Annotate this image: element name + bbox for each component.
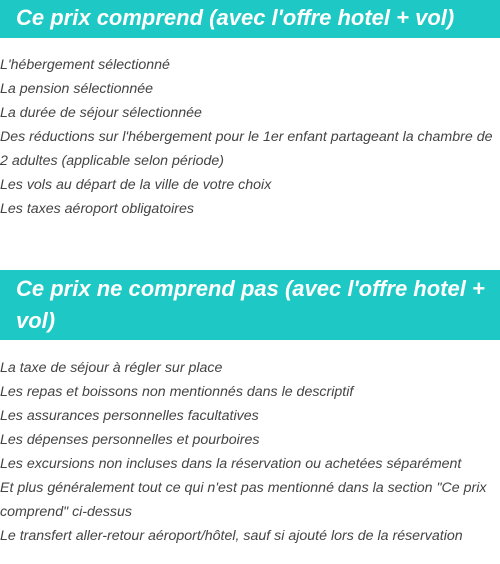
excluded-item: Les excursions non incluses dans la réservation ou achetées séparément xyxy=(0,456,462,472)
included-item: Des réductions sur l'hébergement pour le 1er enfant partageant la chambre de 2 adultes (applicable selon période) xyxy=(0,129,493,169)
excluded-item: Le transfert aller-retour aéroport/hôtel, sauf si ajouté lors de la réservation xyxy=(0,528,463,544)
excluded-section-title: Ce prix ne comprend pas (avec l'offre hotel + vol) xyxy=(0,270,500,340)
excluded-item: La taxe de séjour à régler sur place xyxy=(0,360,223,376)
excluded-item: Et plus généralement tout ce qui n'est pas mentionné dans la section "Ce prix comprend" ci-dessus xyxy=(0,480,487,520)
included-item: La pension sélectionnée xyxy=(0,81,154,97)
included-items-list xyxy=(0,53,500,221)
excluded-items-list xyxy=(0,356,500,548)
included-item: Les taxes aéroport obligatoires xyxy=(0,201,195,217)
excluded-item: Les dépenses personnelles et pourboires xyxy=(0,432,260,448)
included-item: Les vols au départ de la ville de votre choix xyxy=(0,177,272,193)
excluded-item: Les assurances personnelles facultatives xyxy=(0,408,259,424)
included-item: L'hébergement sélectionné xyxy=(0,57,170,73)
excluded-item: Les repas et boissons non mentionnés dans le descriptif xyxy=(0,384,354,400)
included-section-title: Ce prix comprend (avec l'offre hotel + vol) xyxy=(0,0,500,38)
included-item: La durée de séjour sélectionnée xyxy=(0,105,202,121)
